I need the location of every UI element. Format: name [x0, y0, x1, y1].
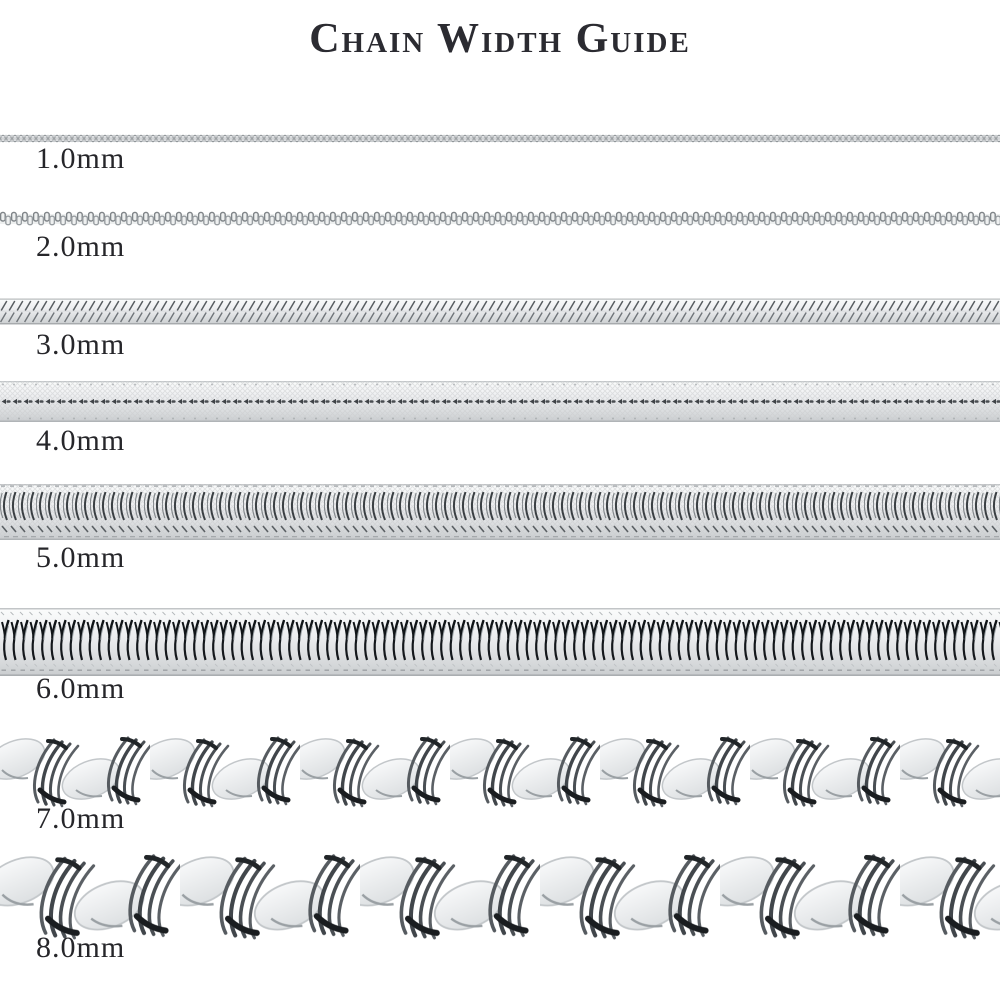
size-label-5mm: 5.0mm: [36, 541, 126, 574]
chain-image-cable-1mm: [0, 133, 1000, 144]
chain-image-rope-7mm: [0, 732, 1000, 808]
size-label-4mm: 4.0mm: [36, 424, 126, 457]
chain-image-snake-3mm: [0, 298, 1000, 325]
size-label-1mm: 1.0mm: [36, 142, 126, 175]
size-label-6mm: 6.0mm: [36, 672, 126, 705]
size-label-3mm: 3.0mm: [36, 328, 126, 361]
size-label-2mm: 2.0mm: [36, 230, 126, 263]
chain-image-snake-4mm: [0, 381, 1000, 422]
chain-image-snake-6mm: [0, 608, 1000, 676]
chain-image-snake-5mm: [0, 484, 1000, 540]
chain-image-rope-8mm: [0, 849, 1000, 940]
size-label-8mm: 8.0mm: [36, 931, 126, 964]
size-label-7mm: 7.0mm: [36, 802, 126, 835]
chain-image-box-2mm: [0, 210, 1000, 227]
page-title: Chain Width Guide: [309, 16, 691, 62]
